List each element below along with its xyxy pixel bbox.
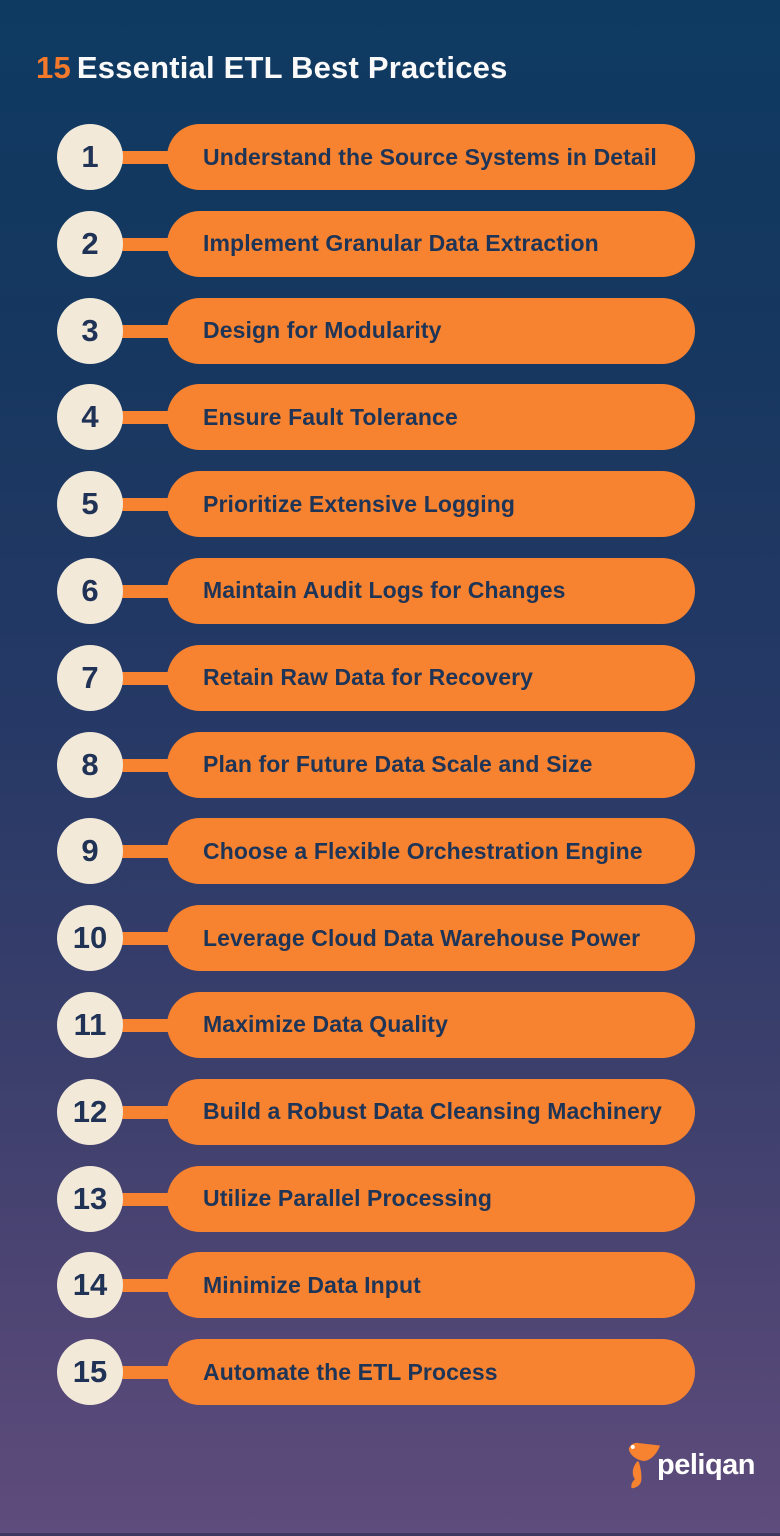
brand-logo (624, 1440, 755, 1490)
list-item (0, 1339, 780, 1405)
item-pill (167, 384, 695, 450)
item-pill (167, 298, 695, 364)
item-pill (167, 992, 695, 1058)
item-number: 7 (81, 659, 99, 695)
item-label: Choose a Flexible Orchestration Engine (203, 837, 643, 864)
list-item (0, 732, 780, 798)
item-pill (167, 558, 695, 624)
item-label: Build a Robust Data Cleansing Machinery (203, 1098, 662, 1125)
list-item (0, 384, 780, 450)
item-pill (167, 645, 695, 711)
item-number-badge (57, 211, 123, 277)
item-number-badge (57, 471, 123, 537)
list-item (0, 124, 780, 190)
list-item (0, 558, 780, 624)
item-label: Minimize Data Input (203, 1271, 421, 1298)
item-number: 1 (81, 139, 99, 174)
item-number-badge (57, 298, 123, 364)
item-label: Retain Raw Data for Recovery (203, 664, 534, 691)
list-item (0, 1079, 780, 1145)
item-pill (167, 732, 695, 798)
item-label: Ensure Fault Tolerance (203, 403, 458, 430)
item-number-badge (57, 558, 123, 624)
title-number: 15 (36, 50, 71, 85)
list-item (0, 298, 780, 364)
item-number-badge (57, 384, 123, 450)
item-number: 6 (81, 572, 99, 608)
list-item (0, 1166, 780, 1232)
item-number: 10 (72, 920, 108, 956)
items-list (0, 124, 780, 1405)
page-title (36, 50, 508, 86)
item-number-badge (57, 645, 123, 711)
item-number: 13 (72, 1180, 108, 1216)
item-pill (167, 1166, 695, 1232)
item-label: Utilize Parallel Processing (203, 1185, 493, 1212)
item-label: Leverage Cloud Data Warehouse Power (203, 924, 641, 951)
item-number-badge (57, 1339, 123, 1405)
item-number-badge (57, 1166, 123, 1232)
list-item (0, 992, 780, 1058)
list-item (0, 818, 780, 884)
item-number: 5 (81, 486, 99, 522)
item-number: 4 (81, 399, 99, 435)
item-number-badge (57, 732, 123, 798)
item-number: 12 (72, 1093, 108, 1129)
item-label: Prioritize Extensive Logging (203, 490, 516, 517)
item-pill (167, 818, 695, 884)
list-item (0, 471, 780, 537)
list-item (0, 1252, 780, 1318)
title-text: Essential ETL Best Practices (76, 50, 508, 85)
item-number-badge (57, 124, 123, 190)
item-pill (167, 211, 695, 277)
item-label: Plan for Future Data Scale and Size (203, 751, 593, 778)
item-number-badge (57, 905, 123, 971)
item-label: Implement Granular Data Extraction (203, 230, 599, 257)
pelican-icon (624, 1440, 657, 1490)
list-item (0, 211, 780, 277)
item-number-badge (57, 992, 123, 1058)
item-label: Understand the Source Systems in Detail (203, 143, 657, 170)
item-pill (167, 1252, 695, 1318)
item-pill (167, 1079, 695, 1145)
list-item (0, 905, 780, 971)
item-number: 3 (81, 312, 99, 348)
item-number-badge (57, 818, 123, 884)
item-pill (167, 124, 695, 190)
item-number: 15 (72, 1354, 108, 1390)
item-number: 11 (73, 1006, 107, 1042)
item-number: 2 (81, 225, 99, 261)
item-label: Automate the ETL Process (203, 1358, 498, 1385)
item-number: 8 (81, 746, 99, 782)
item-pill (167, 905, 695, 971)
brand-name: peliqan (657, 1448, 756, 1481)
item-pill (167, 471, 695, 537)
item-number-badge (57, 1252, 123, 1318)
item-number: 9 (81, 833, 99, 869)
item-pill (167, 1339, 695, 1405)
item-label: Maintain Audit Logs for Changes (203, 577, 566, 604)
item-number-badge (57, 1079, 123, 1145)
item-label: Maximize Data Quality (203, 1011, 448, 1038)
list-item (0, 645, 780, 711)
item-number: 14 (72, 1267, 108, 1303)
item-label: Design for Modularity (203, 317, 442, 344)
